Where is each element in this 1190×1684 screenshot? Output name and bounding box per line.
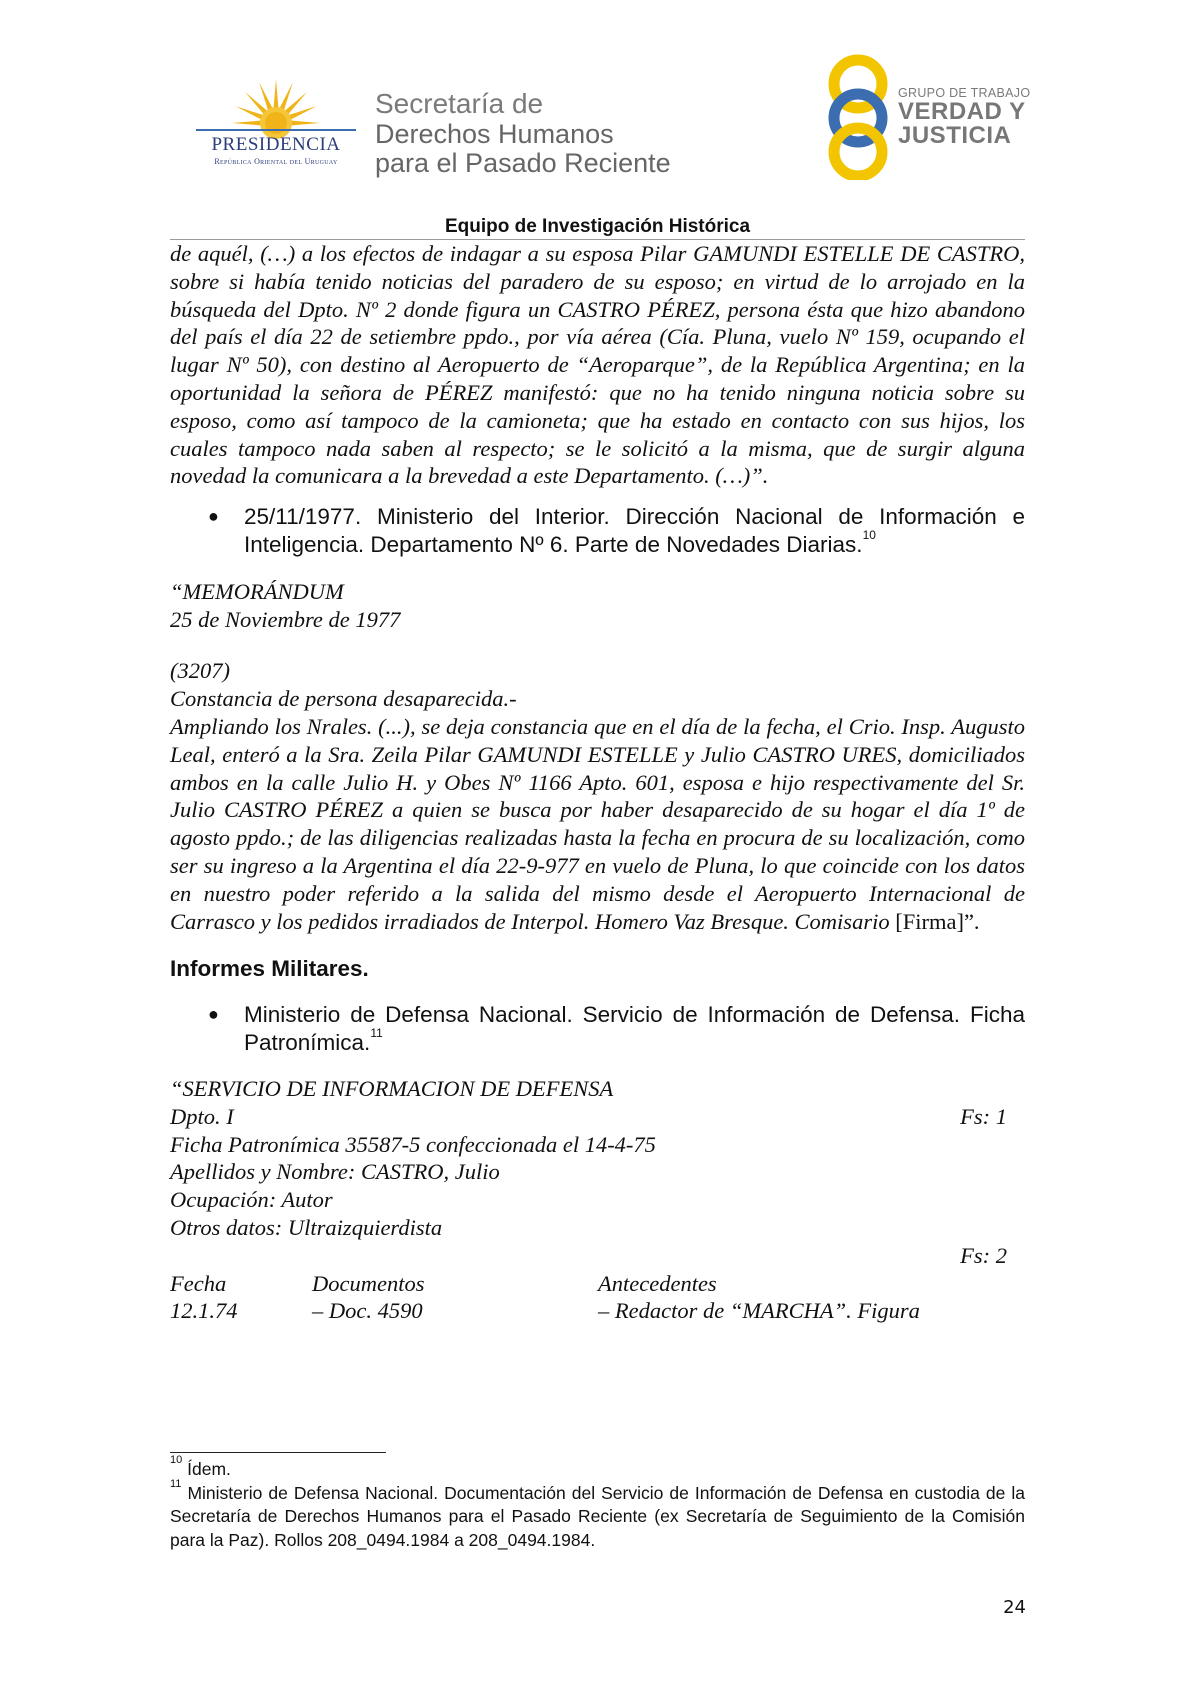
table-cell-documentos: – Doc. 4590 — [312, 1298, 423, 1324]
main-content — [170, 240, 1025, 1325]
page-number: 24 — [1003, 1597, 1026, 1618]
table-cell-antecedentes: – Redactor de “MARCHA”. Figura — [598, 1298, 920, 1324]
memo-title: “MEMORÁNDUM — [170, 578, 344, 604]
table-cell-fecha: 12.1.74 — [170, 1298, 238, 1324]
ficha-patronimica: Ficha Patronímica 35587-5 confeccionada el 14-4-75 — [170, 1131, 656, 1157]
bullet-item-1 — [170, 503, 1025, 559]
footnote-10 — [170, 1454, 1025, 1482]
footnote-11 — [170, 1477, 1025, 1553]
table-header-fecha: Fecha — [170, 1270, 227, 1296]
ficha-fs2-row — [170, 1242, 1025, 1270]
memo-body — [170, 713, 1025, 935]
ficha-fs1: Fs: 1 — [960, 1103, 1007, 1129]
ficha-title: “SERVICIO DE INFORMACION DE DEFENSA — [170, 1075, 614, 1101]
secretaria-line-1: Secretaría de — [375, 88, 544, 119]
ficha-dpto-row — [170, 1103, 1025, 1131]
table-row — [170, 1297, 1025, 1325]
ficha-ocupacion: Ocupación: Autor — [170, 1187, 333, 1213]
grupo-trabajo-label: GRUPO DE TRABAJO — [898, 86, 1031, 100]
secretaria-line-3: para el Pasado Reciente — [375, 148, 671, 178]
footnote-number: 11 — [170, 1477, 182, 1490]
team-title: Equipo de Investigación Histórica — [444, 216, 751, 237]
secretaria-logo-text — [375, 88, 671, 178]
footnote-text: Ministerio de Defensa Nacional. Documentación del Servicio de Información de Defensa en custodia de la Secretaría de Derechos Humanos para el Pasado Reciente (ex Secretaría de Seguimiento de la Comisión para la Paz). Rollos 208_0494.1984 a 208_0494.1984. — [170, 1482, 1025, 1550]
footnote-ref-11: 11 — [370, 1026, 383, 1041]
memo-number: (3207) — [170, 658, 230, 684]
footnotes — [170, 1454, 1025, 1552]
bullet-item-2 — [170, 1001, 1025, 1057]
ficha-table-header — [170, 1270, 1025, 1298]
bullet-dot: ● — [208, 506, 219, 527]
page-header — [0, 0, 1190, 240]
bullet-dot: ● — [208, 1004, 219, 1025]
quote-paragraph-1: de aquél, (…) a los efectos de indagar a su esposa Pilar GAMUNDI ESTELLE DE CASTRO, sobre si había tenido noticias del paradero de su esposo; en virtud de lo arrojado en la búsqueda del Dpto. Nº 2 donde figura un CASTRO PÉREZ, persona ésta que hizo abandono del país el día 22 de setiembre ppdo., por vía aérea (Cía. Pluna, vuelo Nº 159, ocupando el lugar Nº 50), con destino al Aeropuerto de “Aeroparque”, de la República Argentina; en la oportunidad la señora de PÉREZ manifestó: que no ha tenido ninguna noticia sobre su esposo, como así tampoco de la camioneta; que ha estado en contacto con sus hijos, los cuales tampoco nada saben al respecto; se le solicitó a la misma, que de surgir alguna novedad la comunicara a la brevedad a este Departamento. (…)”. — [170, 241, 1025, 489]
footnote-ref-10: 10 — [862, 527, 876, 542]
ficha-block — [170, 1075, 1025, 1325]
memorandum-block — [170, 578, 1025, 936]
memo-body-text: Ampliando los Nrales. (...), se deja constancia que en el día de la fecha, el Crio. Insp. Augusto Leal, enteró a la Sra. Zeila Pilar GAMUNDI ESTELLE y Julio CASTRO URES, domiciliados ambos en la calle Julio H. y Obes Nº 1166 Apto. 601, esposa e hijo respectivamente del Sr. Julio CASTRO PÉREZ a quien se busca por haber desaparecido de su hogar el día 1º de agosto ppdo.; de las diligencias realizadas hasta la fecha en procura de su localización, como ser su ingreso a la Argentina el día 22-9-977 en vuelo de Pluna, lo que coincide con los datos en nuestro poder referido a la salida del mismo desde el Aeropuerto Internacional de Carrasco y los pedidos irradiados de Interpol. Homero Vaz Bresque. Comisario — [170, 713, 1025, 934]
memo-signature: [Firma] — [895, 908, 964, 934]
justicia-label: JUSTICIA — [898, 122, 1012, 149]
secretaria-line-2: Derechos Humanos — [375, 119, 614, 149]
bullet-text-2: Ministerio de Defensa Nacional. Servicio de Información de Defensa. Ficha Patronímica. — [244, 1002, 1025, 1056]
verdad-justicia-text — [898, 86, 1030, 148]
bullet-text-1: 25/11/1977. Ministerio del Interior. Dirección Nacional de Información e Inteligencia. Departamento Nº 6. Parte de Novedades Diarias. — [244, 504, 1025, 557]
memo-subject: Constancia de persona desaparecida.- — [170, 686, 517, 712]
verdad-label: VERDAD Y — [898, 98, 1026, 125]
ficha-otros-datos: Otros datos: Ultraizquierdista — [170, 1214, 443, 1240]
ficha-apellidos: Apellidos y Nombre: CASTRO, Julio — [170, 1159, 500, 1185]
table-header-documentos: Documentos — [312, 1270, 425, 1296]
ficha-dpto: Dpto. I — [170, 1103, 234, 1129]
section-heading: Informes Militares. — [170, 956, 369, 982]
footnote-number: 10 — [170, 1454, 183, 1466]
table-header-antecedentes: Antecedentes — [598, 1270, 717, 1296]
memo-date: 25 de Noviembre de 1977 — [170, 606, 401, 632]
presidencia-label: PRESIDENCIA — [211, 134, 341, 155]
footnote-divider — [170, 1452, 386, 1453]
ficha-fs2: Fs: 2 — [960, 1242, 1007, 1268]
republica-label: República Oriental del Uruguay — [214, 157, 338, 166]
footnote-text: Ídem. — [182, 1459, 231, 1479]
memo-closing: ”. — [963, 908, 980, 934]
